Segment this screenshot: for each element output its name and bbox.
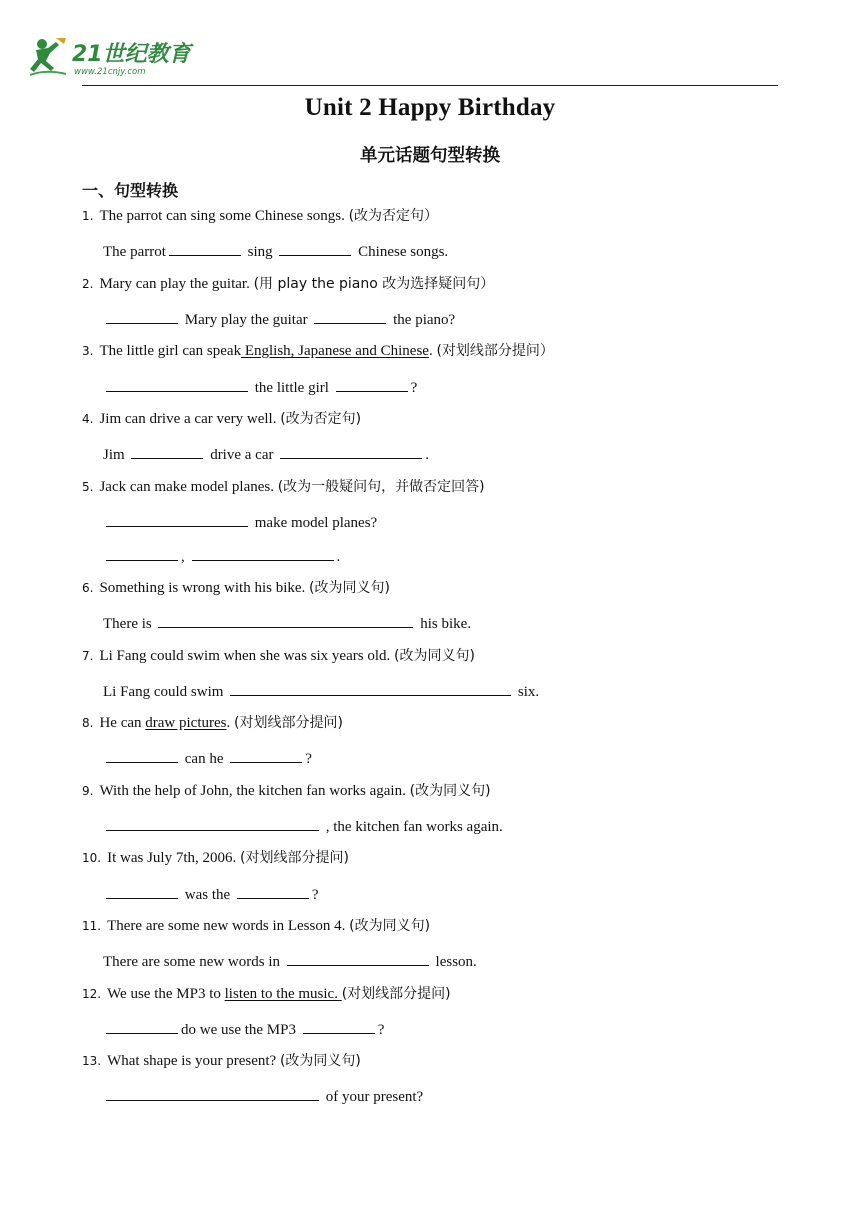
question-8: 8. He can draw pictures. (对划线部分提问) [82,715,343,731]
answer-blank[interactable] [314,308,386,324]
question-6: 6. Something is wrong with his bike. (改为同义句) [82,580,390,596]
question-5: 5. Jack can make model planes. (改为一般疑问句，并做否定回答) [82,479,485,495]
answer-blank[interactable] [106,747,178,763]
answer-blank[interactable] [237,883,309,899]
question-10: 10. It was July 7th, 2006. (对划线部分提问) [82,850,349,866]
question-1: 1. The parrot can sing some Chinese songs. (改为否定句） [82,208,439,224]
answer-line-5a: make model planes? [103,511,377,533]
answer-blank[interactable] [106,376,248,392]
svg-text:21世纪教育: 21世纪教育 [72,42,191,67]
answer-line-4: Jim drive a car . [103,443,429,465]
answer-line-10: was the ? [103,883,319,905]
answer-line-3: the little girl ? [103,376,417,398]
answer-line-1: The parrot sing Chinese songs. [103,240,448,262]
answer-blank[interactable] [230,747,302,763]
logo [26,34,196,78]
question-7: 7. Li Fang could swim when she was six years old. (改为同义句) [82,648,475,664]
question-4: 4. Jim can drive a car very well. (改为否定句) [82,411,362,427]
question-12: 12. We use the MP3 to listen to the music. (对划线部分提问) [82,986,451,1002]
answer-line-2: Mary play the guitar the piano? [103,308,455,330]
answer-line-5b: , . [103,545,340,567]
answer-line-9: , the kitchen fan works again. [103,815,503,837]
answer-blank[interactable] [287,950,429,966]
answer-blank[interactable] [169,240,241,256]
question-11: 11. There are some new words in Lesson 4. (改为同义句) [82,918,431,934]
answer-line-6: There is his bike. [103,612,471,634]
answer-line-11: There are some new words in lesson. [103,950,477,972]
answer-blank[interactable] [106,308,178,324]
answer-line-8: can he ? [103,747,312,769]
page-title: Unit 2 Happy Birthday [304,94,556,121]
answer-blank[interactable] [230,680,511,696]
answer-line-7: Li Fang could swim six. [103,680,539,702]
answer-blank[interactable] [303,1018,375,1034]
underlined-part: English, Japanese and Chinese [241,343,429,359]
question-3: 3. The little girl can speak English, Japanese and Chinese. (对划线部分提问） [82,343,554,359]
page-subtitle: 单元话题句型转换 [360,146,500,166]
answer-line-12: do we use the MP3 ? [103,1018,384,1040]
underlined-part: draw pictures [145,715,227,731]
answer-blank[interactable] [106,545,178,561]
header-rule [82,85,778,86]
answer-blank[interactable] [192,545,334,561]
answer-blank[interactable] [106,883,178,899]
answer-blank[interactable] [336,376,408,392]
svg-text:www.21cnjy.com: www.21cnjy.com [74,67,146,77]
answer-blank[interactable] [131,443,203,459]
runner-logo-icon [26,34,196,78]
section-heading: 一、句型转换 [82,181,179,200]
answer-blank[interactable] [106,1085,319,1101]
answer-blank[interactable] [106,511,248,527]
answer-blank[interactable] [280,443,422,459]
question-13: 13. What shape is your present? (改为同义句) [82,1053,361,1069]
answer-blank[interactable] [106,815,319,831]
question-9: 9. With the help of John, the kitchen fan works again. (改为同义句) [82,783,491,799]
answer-blank[interactable] [158,612,413,628]
answer-blank[interactable] [106,1018,178,1034]
question-2: 2. Mary can play the guitar. (用 play the piano 改为选择疑问句） [82,276,495,292]
answer-line-13: of your present? [103,1085,423,1107]
answer-blank[interactable] [279,240,351,256]
underlined-part: listen to the music. [224,986,342,1002]
